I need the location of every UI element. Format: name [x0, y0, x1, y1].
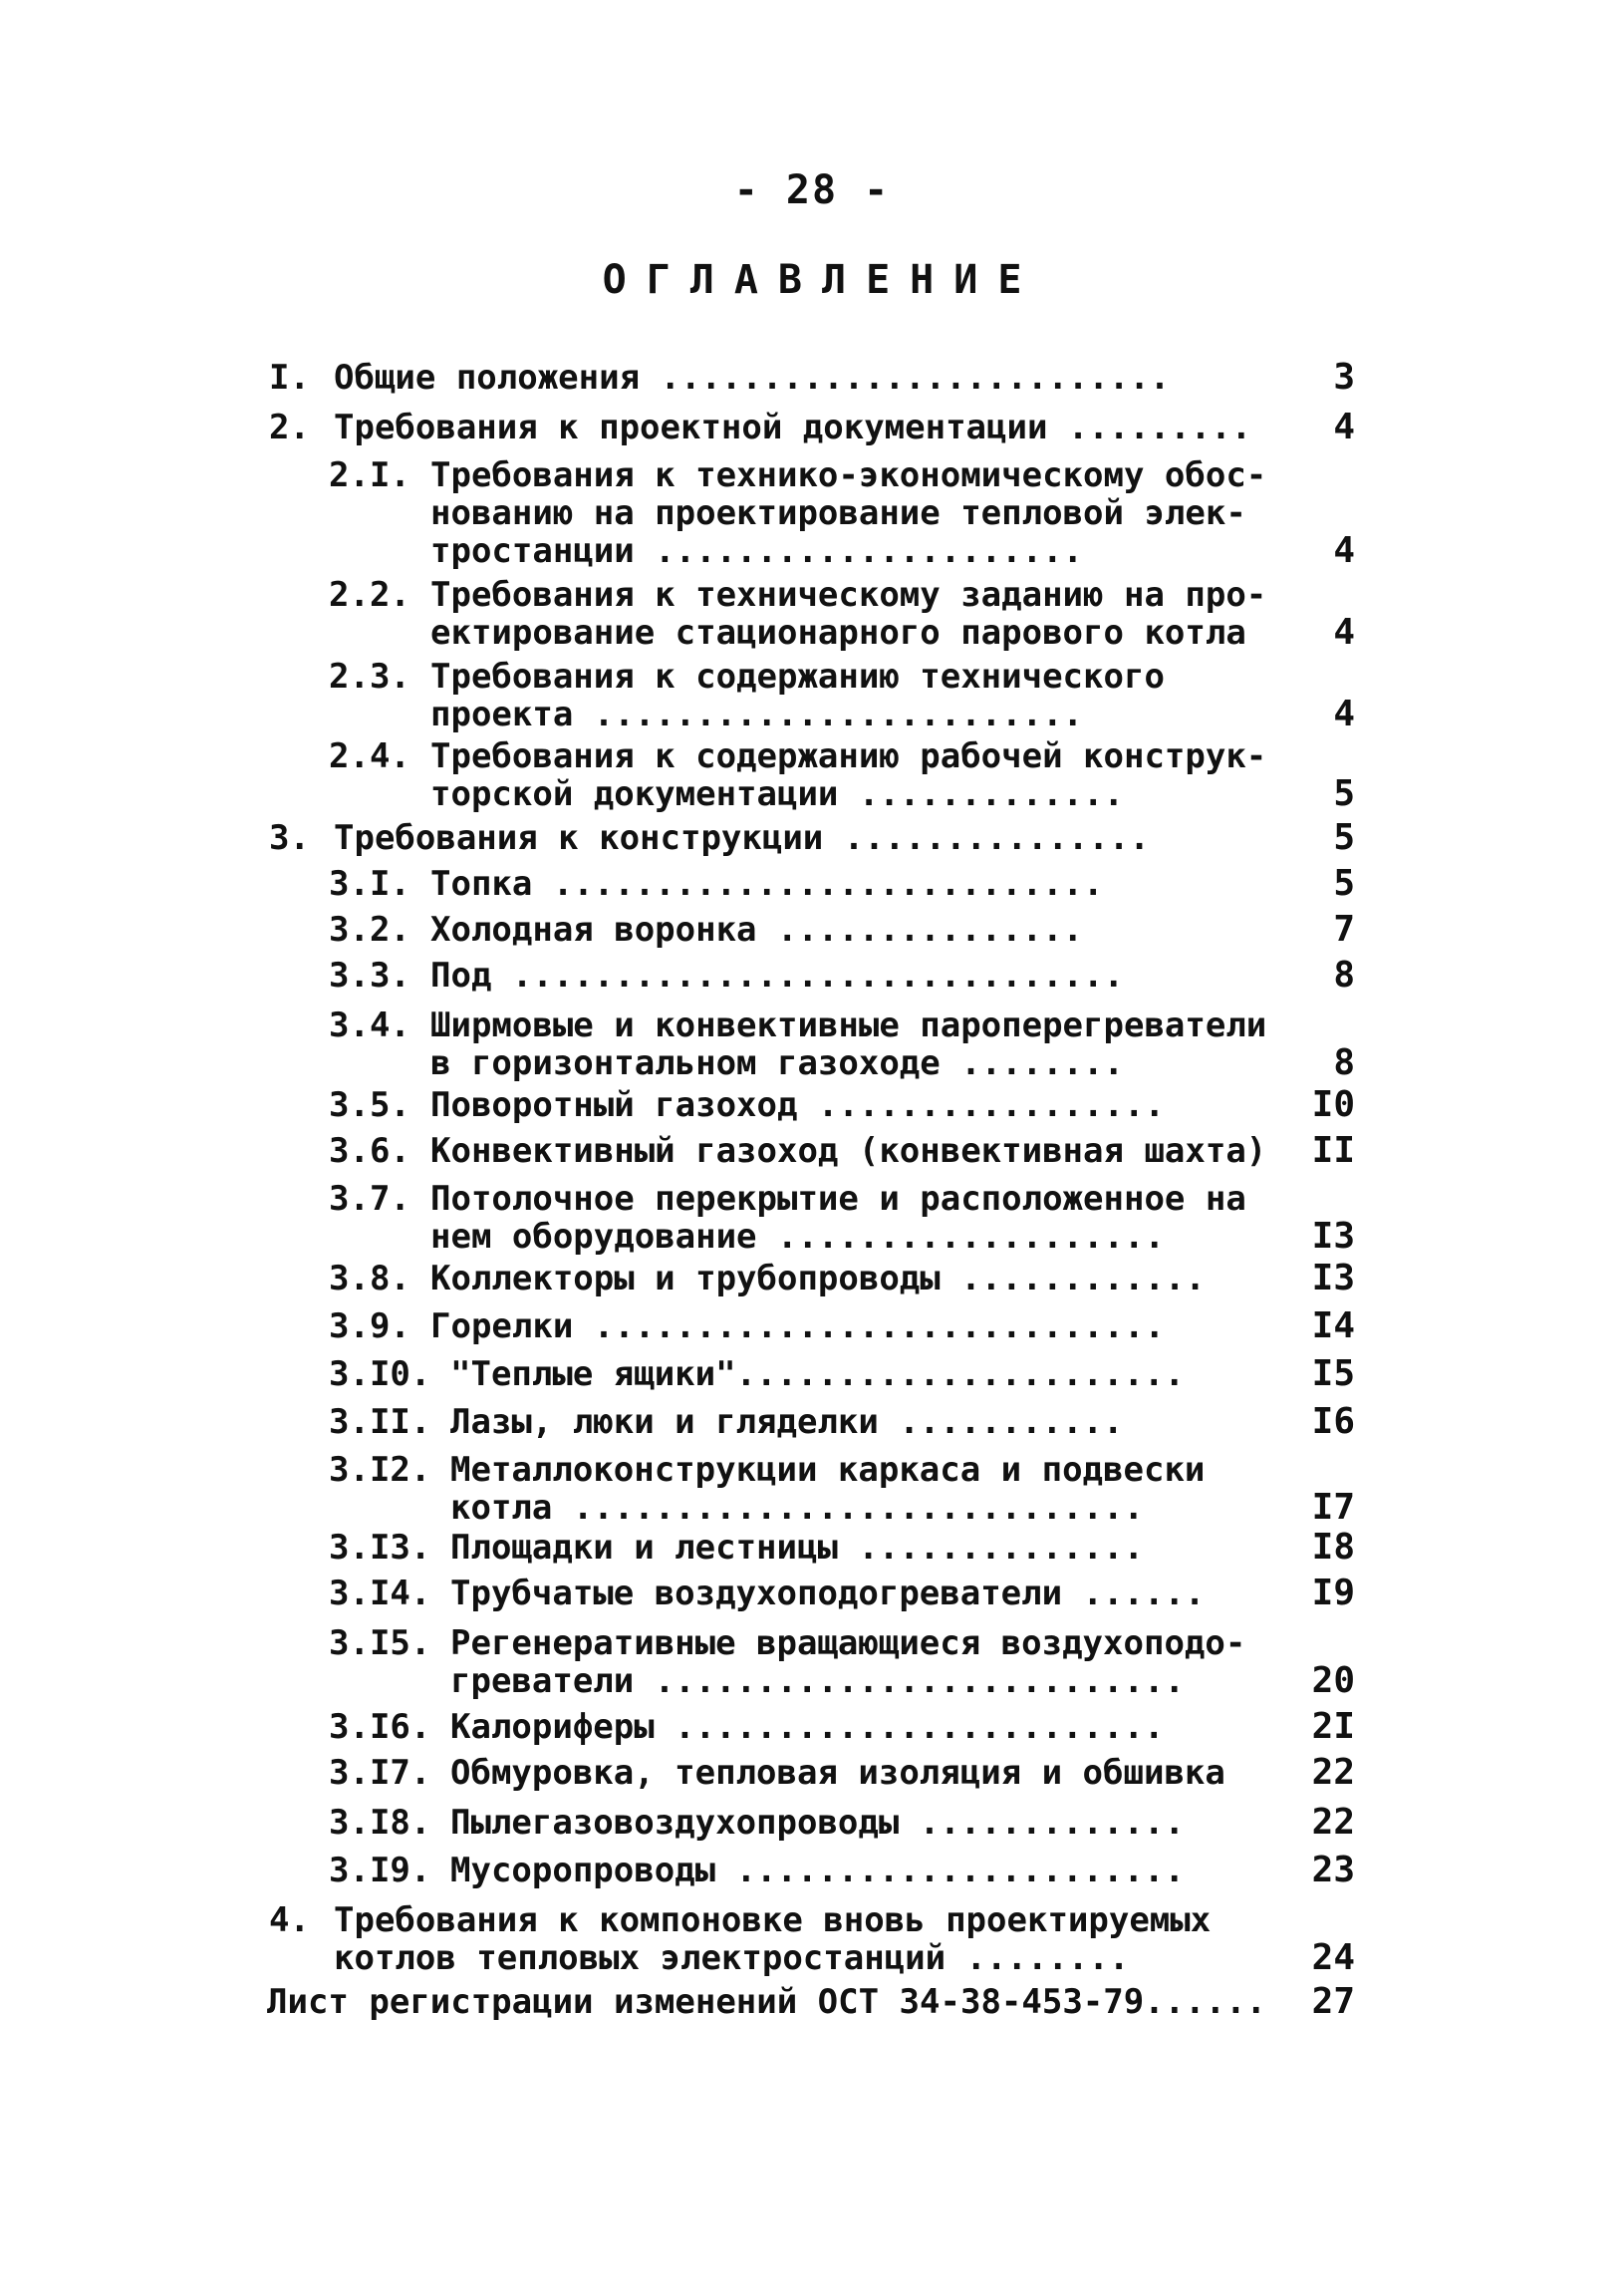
page-number: - 28 -	[733, 167, 891, 213]
toc-page-number: 7	[1333, 909, 1355, 950]
toc-entry	[0, 1754, 1624, 1792]
toc-entry-title: Поворотный газоход .................	[430, 1085, 1165, 1125]
toc-page-number: 5	[1333, 817, 1355, 858]
toc-entry-number: 3.I7.	[329, 1753, 431, 1793]
toc-entry	[0, 1355, 1624, 1393]
toc-page-number: II	[1311, 1130, 1355, 1171]
toc-entry-title: Требования к конструкции ...............	[334, 818, 1150, 858]
toc-entry-title: нем оборудование ...................	[430, 1217, 1165, 1257]
toc-entry-title: Лазы, люки и гляделки ...........	[450, 1402, 1124, 1442]
toc-entry-title: Пылегазовоздухопроводы .............	[450, 1803, 1185, 1843]
toc-entry-title: Общие положения .........................	[334, 358, 1171, 398]
toc-entry	[0, 957, 1624, 995]
toc-entry	[0, 1180, 1624, 1256]
toc-entry	[0, 1307, 1624, 1345]
toc-page-number: 8	[1333, 1042, 1355, 1083]
toc-entry-title: Требования к компоновке вновь проектируемых	[334, 1900, 1212, 1940]
toc-entry	[0, 911, 1624, 949]
toc-page-number: 5	[1333, 863, 1355, 904]
toc-entry-number: 3.4.	[329, 1005, 410, 1045]
toc-page-number: 3	[1333, 357, 1355, 398]
toc-entry	[0, 1708, 1624, 1746]
toc-entry	[0, 1852, 1624, 1889]
toc-entry-title: Мусоропроводы ......................	[450, 1851, 1185, 1890]
toc-entry-title: проекта ........................	[430, 695, 1084, 734]
toc-entry-title: Конвективный газоход (конвективная шахта)	[430, 1131, 1267, 1171]
toc-entry-title: Лист регистрации изменений ОСТ 34-38-453-79......	[267, 1982, 1267, 2022]
toc-entry-title: Площадки и лестницы ..............	[450, 1528, 1144, 1568]
toc-entry-title: Топка ...........................	[430, 864, 1104, 904]
toc-entry-title: Металлоконструкции каркаса и подвески	[450, 1450, 1206, 1490]
toc-page-number: I3	[1311, 1216, 1355, 1257]
toc-entry	[0, 1901, 1624, 1977]
toc-entry-title: Требования к техническому заданию на про-	[430, 575, 1267, 615]
toc-entry-title: Калориферы ........................	[450, 1707, 1165, 1747]
toc-entry-number: I.	[269, 358, 310, 398]
toc-page-number: I0	[1311, 1084, 1355, 1125]
toc-entry	[0, 1132, 1624, 1170]
toc-entry-number: 2.2.	[329, 575, 410, 615]
toc-entry-number: 3.I0.	[329, 1354, 431, 1394]
toc-entry	[0, 1624, 1624, 1700]
toc-entry-number: 3.I8.	[329, 1803, 431, 1843]
toc-entry-title: котла ............................	[450, 1488, 1144, 1528]
toc-page-number: 20	[1311, 1660, 1355, 1701]
toc-page-number: 4	[1333, 407, 1355, 447]
toc-page-number: 4	[1333, 612, 1355, 653]
toc-page-number: 5	[1333, 773, 1355, 814]
toc-entry-number: 2.	[269, 408, 310, 447]
toc-page-number: 22	[1311, 1752, 1355, 1793]
toc-entry	[0, 1086, 1624, 1124]
toc-page-number: 2I	[1311, 1706, 1355, 1747]
toc-entry-number: 4.	[269, 1900, 310, 1940]
toc-entry	[0, 1260, 1624, 1297]
toc-entry-title: Требования к содержанию рабочей конструк-	[430, 736, 1267, 776]
toc-page-number: I9	[1311, 1573, 1355, 1613]
page-title: ОГЛАВЛЕНИЕ	[602, 257, 1042, 303]
toc-entry-title: Обмуровка, тепловая изоляция и обшивка	[450, 1753, 1225, 1793]
toc-entry-number: 3.I5.	[329, 1623, 431, 1663]
toc-entry-number: 3.I2.	[329, 1450, 431, 1490]
toc-entry-number: 3.9.	[329, 1306, 410, 1346]
toc-entry-title: Требования к технико-экономическому обос-	[430, 455, 1267, 495]
toc-entry	[0, 1575, 1624, 1612]
toc-page-number: 24	[1311, 1937, 1355, 1978]
toc-entry-number: 3.I9.	[329, 1851, 431, 1890]
toc-entry-title: греватели ..........................	[450, 1661, 1185, 1701]
toc-entry-title: Требования к проектной документации .........	[334, 408, 1252, 447]
toc-entry-number: 3.2.	[329, 910, 410, 950]
toc-entry	[0, 456, 1624, 570]
toc-entry	[0, 1804, 1624, 1842]
toc-entry	[0, 359, 1624, 397]
toc-entry-number: 3.8.	[329, 1259, 410, 1298]
toc-entry-title: Потолочное перекрытие и расположенное на	[430, 1179, 1246, 1219]
toc-entry-title: Под ..............................	[430, 956, 1124, 996]
toc-page-number: I8	[1311, 1527, 1355, 1568]
toc-entry-title: Коллекторы и трубопроводы ............	[430, 1259, 1206, 1298]
toc-page-number: 22	[1311, 1802, 1355, 1843]
toc-entry-title: тростанции .....................	[430, 531, 1084, 571]
toc-entry-title: Регенеративные вращающиеся воздухоподо-	[450, 1623, 1246, 1663]
toc-page-number: I4	[1311, 1305, 1355, 1346]
toc-entry	[0, 1006, 1624, 1082]
toc-entry	[0, 576, 1624, 652]
toc-entry-number: 3.I.	[329, 864, 410, 904]
toc-entry-number: 2.3.	[329, 657, 410, 697]
toc-entry-title: Горелки ............................	[430, 1306, 1165, 1346]
toc-entry	[0, 1983, 1624, 2021]
toc-entry-number: 3.7.	[329, 1179, 410, 1219]
toc-page-number: I5	[1311, 1353, 1355, 1394]
toc-entry	[0, 658, 1624, 733]
toc-entry-title: котлов тепловых электростанций ........	[334, 1938, 1130, 1978]
toc-entry-title: Требования к содержанию технического	[430, 657, 1165, 697]
toc-entry-number: 3.I4.	[329, 1574, 431, 1613]
toc-entry-number: 3.I6.	[329, 1707, 431, 1747]
toc-page-number: 27	[1311, 1981, 1355, 2022]
toc-entry	[0, 737, 1624, 813]
toc-entry	[0, 1529, 1624, 1567]
toc-entry-title: в горизонтальном газоходе ........	[430, 1043, 1124, 1083]
toc-page-number: 8	[1333, 955, 1355, 996]
toc-entry-title: Трубчатые воздухоподогреватели ......	[450, 1574, 1206, 1613]
toc-entry-title: "Теплые ящики"......................	[450, 1354, 1185, 1394]
toc-entry-number: 3.5.	[329, 1085, 410, 1125]
toc-page-number: I7	[1311, 1487, 1355, 1528]
toc-entry-title: Холодная воронка ...............	[430, 910, 1084, 950]
toc-entry-number: 3.I3.	[329, 1528, 431, 1568]
toc-page-number: 4	[1333, 694, 1355, 734]
toc-page-number: I3	[1311, 1258, 1355, 1298]
toc-page-number: 4	[1333, 530, 1355, 571]
toc-entry-title: нованию на проектирование тепловой элек-	[430, 493, 1246, 533]
toc-entry-number: 3.II.	[329, 1402, 431, 1442]
toc-entry-number: 3.	[269, 818, 310, 858]
toc-entry	[0, 819, 1624, 857]
toc-page-number: I6	[1311, 1401, 1355, 1442]
toc-entry-title: торской документации .............	[430, 774, 1124, 814]
toc-entry-number: 3.3.	[329, 956, 410, 996]
toc-entry-title: ектирование стационарного парового котла	[430, 613, 1246, 653]
toc-page-number: 23	[1311, 1850, 1355, 1890]
toc-entry-number: 3.6.	[329, 1131, 410, 1171]
toc-entry-number: 2.4.	[329, 736, 410, 776]
toc-entry	[0, 1451, 1624, 1527]
toc-entry	[0, 865, 1624, 903]
toc-entry-number: 2.I.	[329, 455, 410, 495]
toc-entry	[0, 409, 1624, 446]
toc-entry	[0, 1403, 1624, 1441]
toc-entry-title: Ширмовые и конвективные пароперегреватели	[430, 1005, 1267, 1045]
